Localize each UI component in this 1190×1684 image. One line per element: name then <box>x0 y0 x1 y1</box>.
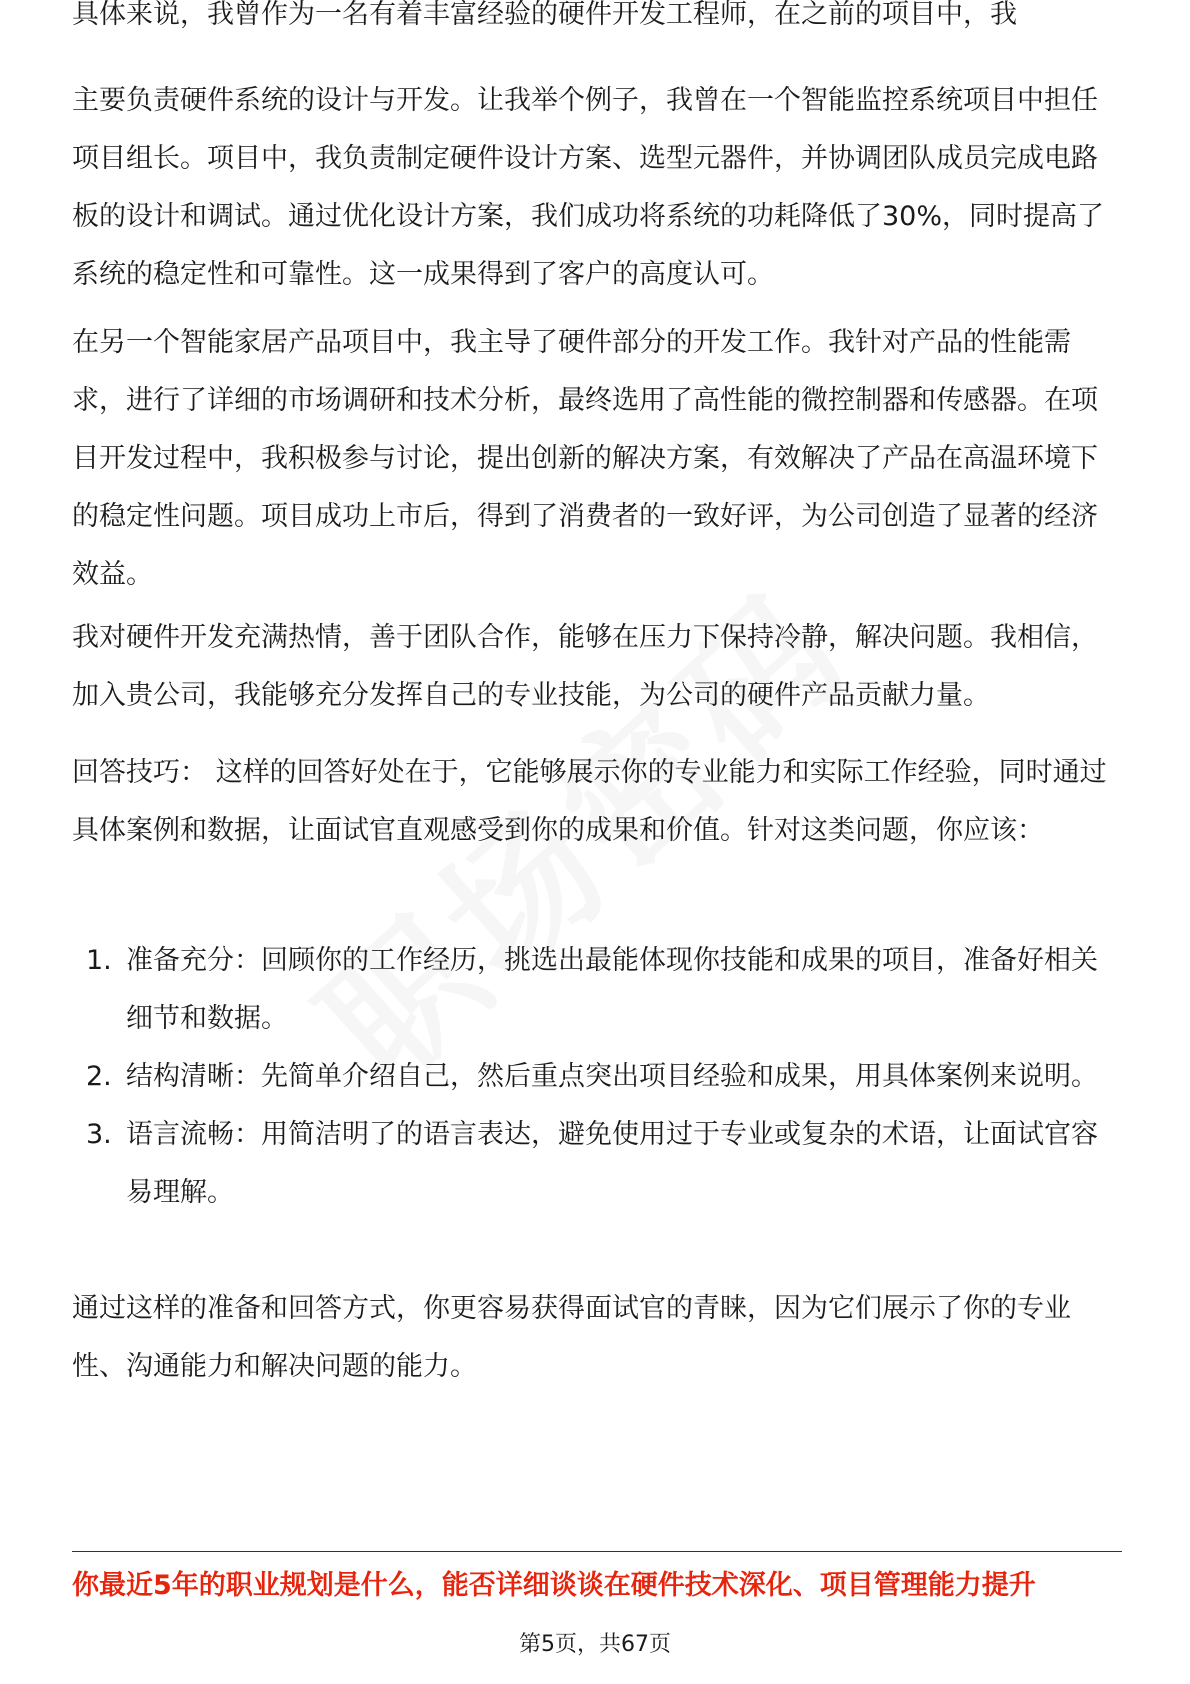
list-item <box>72 1106 1122 1222</box>
paragraph-smart-home-project: 在另一个智能家居产品项目中，我主导了硬件部分的开发工作。我针对产品的性能需求，进行了详细的市场调研和技术分析，最终选用了高性能的微控制器和传感器。在项目开发过程中，我积极参与讨论，提出创新的解决方案，有效解决了产品在高温环境下的稳定性问题。项目成功上市后，得到了消费者的一致好评，为公司创造了显著的经济效益。 <box>72 327 1098 590</box>
list-item <box>72 932 1122 1048</box>
list-text: 语言流畅：用简洁明了的语言表达，避免使用过于专业或复杂的术语，让面试官容易理解。 <box>126 1119 1098 1208</box>
cut-off-text-line: 具体来说，我曾作为一名有着丰富经验的硬件开发工程师，在之前的项目中，我 <box>72 0 1017 30</box>
list-item <box>72 1048 1122 1106</box>
paragraph-closing: 通过这样的准备和回答方式，你更容易获得面试官的青睐，因为它们展示了你的专业性、沟通能力和解决问题的能力。 <box>72 1293 1071 1382</box>
list-text: 结构清晰：先简单介绍自己，然后重点突出项目经验和成果，用具体案例来说明。 <box>126 1061 1098 1092</box>
list-number: 1. <box>86 945 112 976</box>
tips-list <box>72 932 1122 1222</box>
paragraph-passion: 我对硬件开发充满热情，善于团队合作，能够在压力下保持冷静，解决问题。我相信，加入贵公司，我能够充分发挥自己的专业技能，为公司的硬件产品贡献力量。 <box>72 622 1098 711</box>
divider <box>72 1551 1122 1552</box>
list-number: 3. <box>86 1119 112 1150</box>
next-question-heading: 你最近5年的职业规划是什么，能否详细谈谈在硬件技术深化、项目管理能力提升 <box>72 1570 1036 1601</box>
page-number: 第5页，共67页 <box>519 1632 671 1657</box>
list-text: 准备充分：回顾你的工作经历，挑选出最能体现你技能和成果的项目，准备好相关细节和数据。 <box>126 945 1098 1034</box>
list-number: 2. <box>86 1061 112 1092</box>
paragraph-answer-tips: 回答技巧： 这样的回答好处在于，它能够展示你的专业能力和实际工作经验，同时通过具体案例和数据，让面试官直观感受到你的成果和价值。针对这类问题，你应该： <box>72 757 1107 846</box>
paragraph-project-experience: 主要负责硬件系统的设计与开发。让我举个例子，我曾在一个智能监控系统项目中担任项目组长。项目中，我负责制定硬件设计方案、选型元器件，并协调团队成员完成电路板的设计和调试。通过优化设计方案，我们成功将系统的功耗降低了30%，同时提高了系统的稳定性和可靠性。这一成果得到了客户的高度认可。 <box>72 85 1105 290</box>
